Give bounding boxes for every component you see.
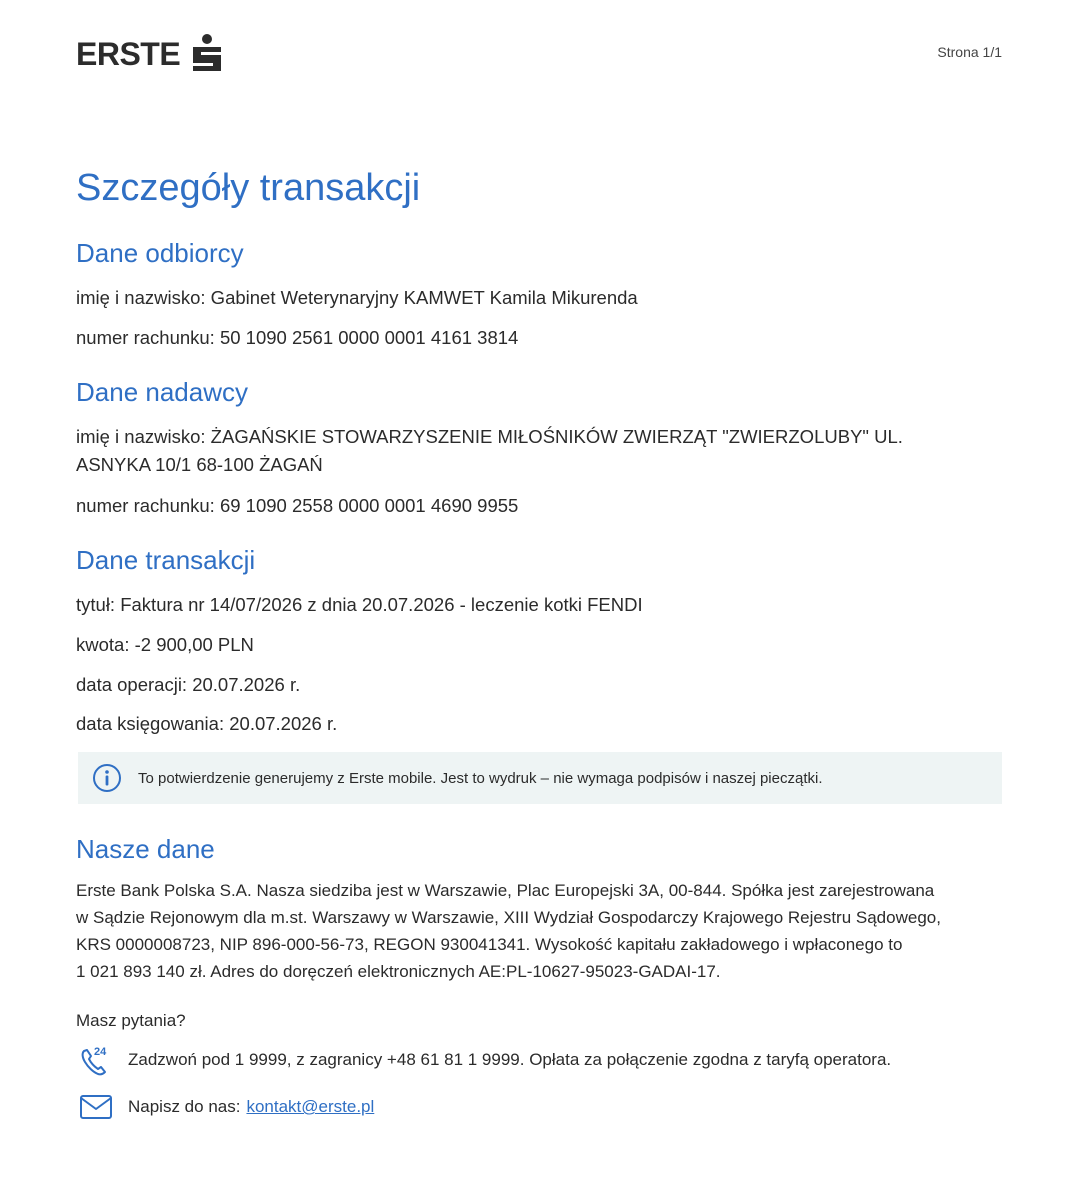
contact-email-link[interactable]: kontakt@erste.pl	[246, 1097, 375, 1116]
recipient-name: imię i nazwisko: Gabinet Weterynaryjny KAMWET Kamila Mikurenda	[76, 287, 638, 308]
page-title: Szczegóły transakcji	[76, 167, 421, 209]
transaction-details	[76, 160, 1006, 734]
sender-name-line-1: imię i nazwisko: ŻAGAŃSKIE STOWARZYSZENIE MIŁOŚNIKÓW ZWIERZĄT "ZWIERZOLUBY" UL.	[76, 426, 903, 447]
transaction-heading: Dane transakcji	[76, 545, 256, 575]
sender-heading: Dane nadawcy	[76, 377, 248, 407]
sender-name-line-2: ASNYKA 10/1 68-100 ŻAGAŃ	[76, 454, 323, 475]
our-data-heading: Nasze dane	[76, 834, 215, 864]
info-notice	[78, 752, 1002, 804]
phone-text: Zadzwoń pod 1 9999, z zagranicy +48 61 81 1 9999. Opłata za połączenie zgodna z taryfą operatora.	[128, 1050, 892, 1069]
phone-24-icon	[78, 1043, 114, 1077]
questions-label: Masz pytania?	[76, 1011, 186, 1030]
sender-account: numer rachunku: 69 1090 2558 0000 0001 4690 9955	[76, 495, 519, 516]
info-icon	[92, 763, 122, 793]
company-info-line: Erste Bank Polska S.A. Nasza siedziba jest w Warszawie, Plac Europejski 3A, 00-844. Spółka jest zarejestrowana	[76, 881, 935, 900]
info-text: To potwierdzenie generujemy z Erste mobile. Jest to wydruk – nie wymaga podpisów i naszej pieczątki.	[138, 769, 823, 787]
erste-s-logo-icon	[190, 33, 224, 75]
mail-prefix: Napisz do nas:	[128, 1097, 241, 1116]
recipient-heading: Dane odbiorcy	[76, 238, 244, 268]
page-header	[76, 32, 1002, 82]
logo-text: ERSTE	[76, 36, 181, 72]
recipient-account: numer rachunku: 50 1090 2561 0000 0001 4161 3814	[76, 327, 519, 348]
company-info	[76, 877, 1016, 985]
phone-contact	[78, 1043, 891, 1077]
page-indicator: Strona 1/1	[937, 44, 1002, 60]
mail-contact	[78, 1090, 374, 1124]
transaction-amount: kwota: -2 900,00 PLN	[76, 634, 254, 655]
erste-logo	[76, 32, 224, 76]
booking-date: data księgowania: 20.07.2026 r.	[76, 713, 338, 734]
company-info-line: 1 021 893 140 zł. Adres do doręczeń elektronicznych AE:PL-10627-95023-GADAI-17.	[76, 962, 721, 981]
company-info-line: w Sądzie Rejonowym dla m.st. Warszawy w Warszawie, XIII Wydział Gospodarczy Krajowego Rejestru Sądowego,	[76, 908, 941, 927]
transaction-title: tytuł: Faktura nr 14/07/2026 z dnia 20.07.2026 - leczenie kotki FENDI	[76, 594, 643, 615]
envelope-icon	[78, 1090, 114, 1124]
company-info-line: KRS 0000008723, NIP 896-000-56-73, REGON 930041341. Wysokość kapitału zakładowego i wpłaconego to	[76, 935, 903, 954]
operation-date: data operacji: 20.07.2026 r.	[76, 674, 301, 695]
svg-text:24: 24	[94, 1046, 107, 1058]
